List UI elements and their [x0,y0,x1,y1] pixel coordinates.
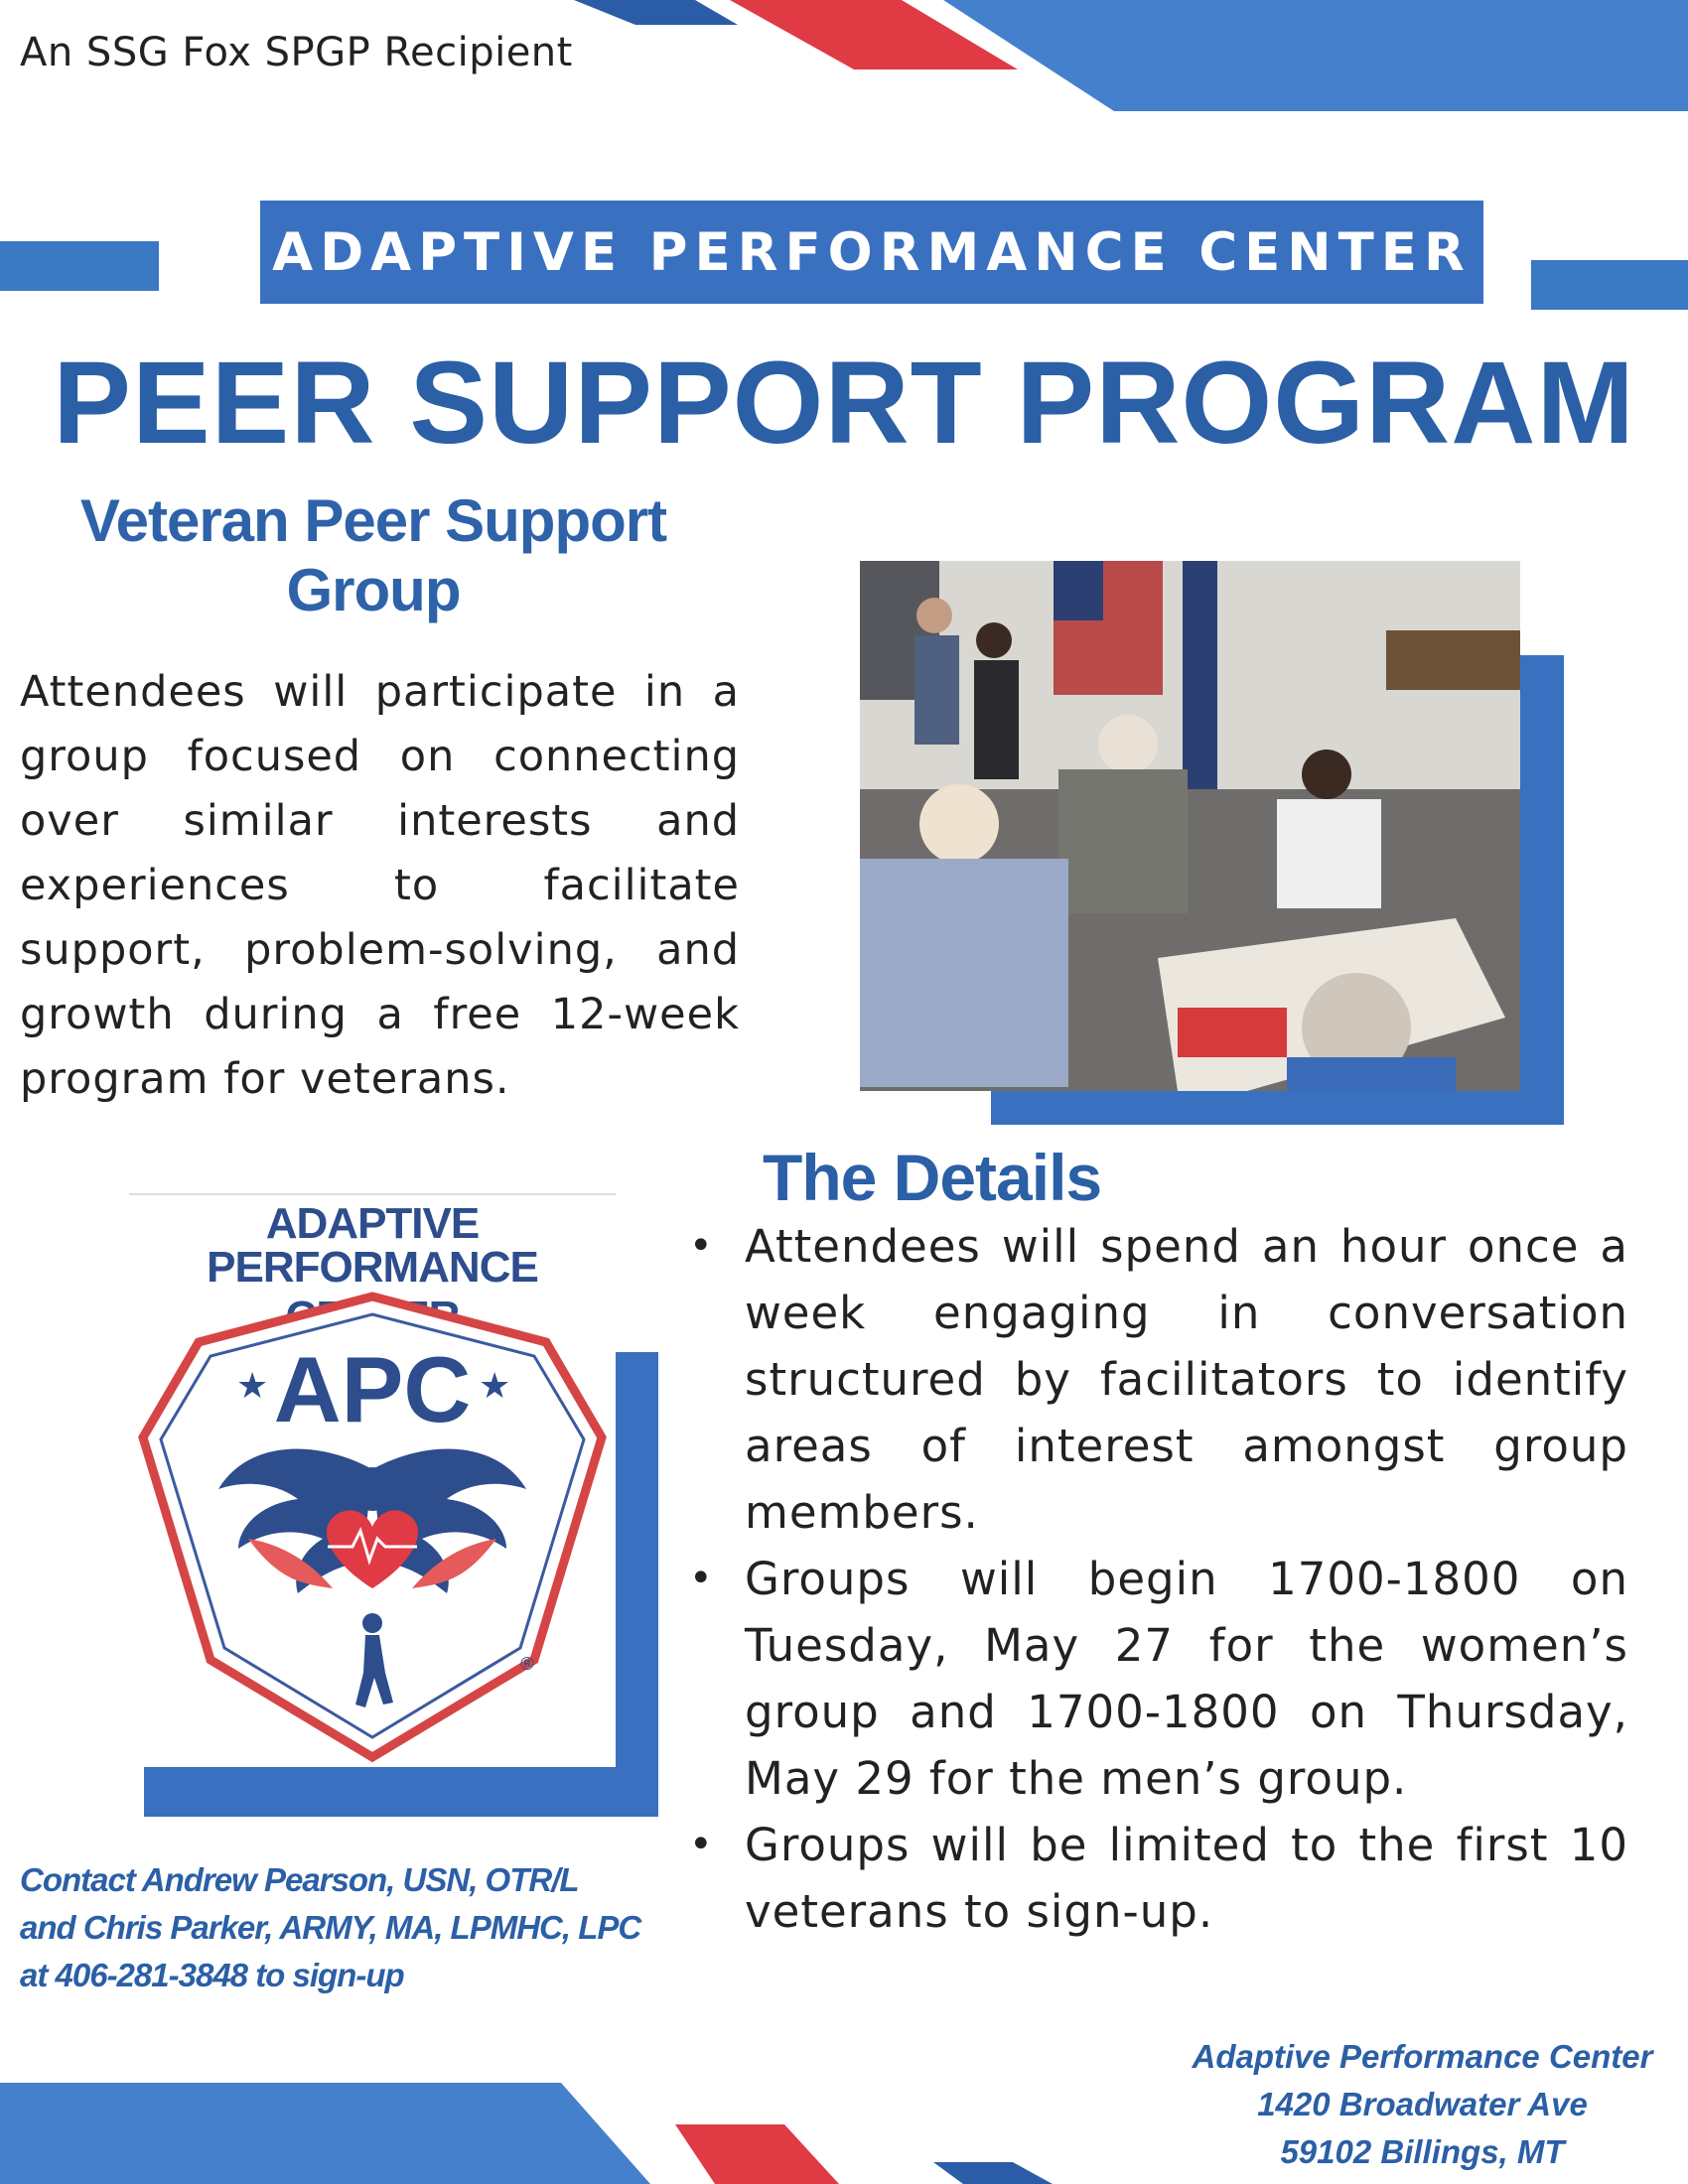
bottom-red-stripe [675,2124,839,2184]
logo-text-line1: ADAPTIVE [265,1199,480,1248]
logo-divider [129,1193,616,1195]
group-photo [860,561,1520,1091]
org-banner [260,201,1483,304]
section-subtitle: Veteran Peer Support Group [79,487,667,623]
contact-phone-line: at 406-281-3848 to sign-up [20,1957,404,1993]
contact-line: and Chris Parker, ARMY, MA, LPMHC, LPC [20,1909,641,1946]
address-org: Adaptive Performance Center [1192,2038,1653,2075]
right-accent-bar [1531,260,1688,310]
banner-text: ADAPTIVE PERFORMANCE CENTER [272,221,1472,283]
recipient-note: An SSG Fox SPGP Recipient [20,30,573,75]
contact-line: Contact Andrew Pearson, USN, OTR/L [20,1861,579,1898]
contact-info [20,1856,655,1999]
left-accent-bar [0,241,159,291]
address-city: 59102 Billings, MT [1280,2133,1565,2170]
logo-monogram: APC [273,1337,472,1441]
page-title: PEER SUPPORT PROGRAM [53,338,1635,469]
top-navy-stripe [574,0,738,25]
apc-shield-logo [129,1291,616,1767]
intro-paragraph: Attendees will participate in a group focused on connecting over similar interests and experiences to facilitate support, problem-solving, and growth during a free 12-week program for veterans. [20,667,740,1104]
list-item: • Groups will begin 1700-1800 on Tuesday, May 27 for the women’s group and 1700-1800 on Thursday, May 29 for the men’s group. [685,1546,1628,1812]
list-item: • Groups will be limited to the first 10 veterans to sign-up. [685,1812,1628,1945]
bottom-blue-stripe [0,2083,650,2184]
details-heading: The Details [763,1141,1102,1214]
top-blue-stripe [943,0,1688,111]
registered-mark: ® [518,1654,536,1675]
left-star-icon: ★ [236,1366,269,1407]
bottom-navy-stripe [933,2162,1053,2184]
details-list [685,1213,1628,1945]
address-block [1172,2033,1673,2176]
right-star-icon: ★ [479,1366,511,1407]
address-street: 1420 Broadwater Ave [1257,2086,1588,2122]
list-item: • Attendees will spend an hour once a week engaging in conversation structured by facilitators to identify areas of interest amongst group members. [685,1213,1628,1546]
logo-text-line2: PERFORMANCE [207,1243,538,1292]
